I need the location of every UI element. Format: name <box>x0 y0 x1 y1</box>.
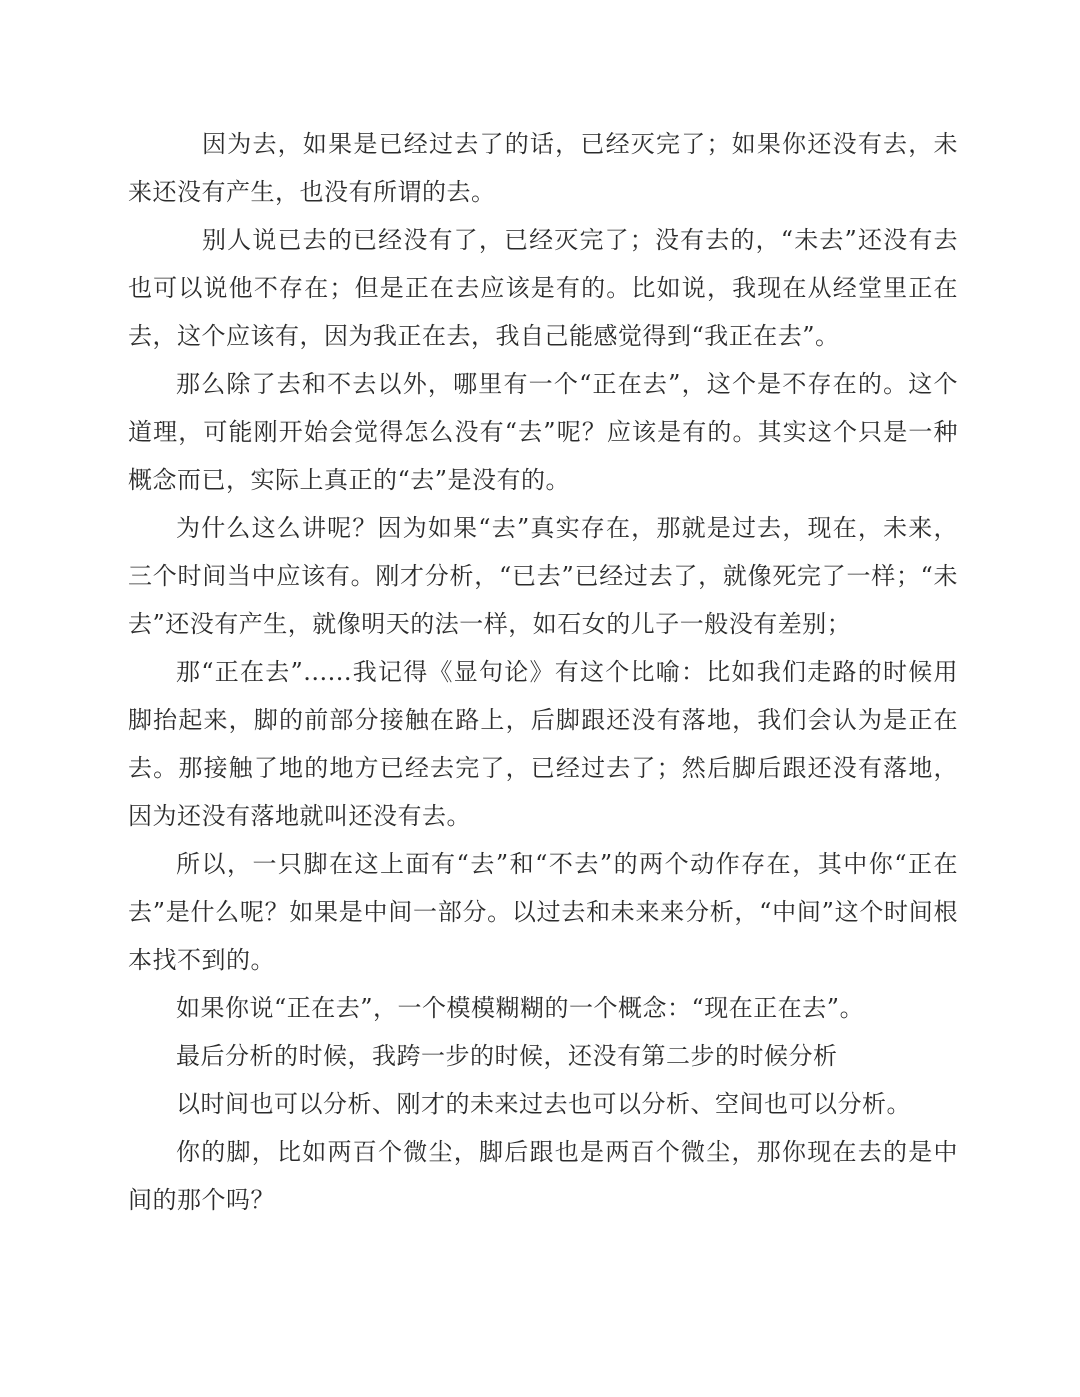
paragraph-8: 最后分析的时候，我跨一步的时候，还没有第二步的时候分析 <box>176 1042 838 1070</box>
paragraph-7: 如果你说“正在去”，一个模模糊糊的一个概念：“现在正在去”。 <box>176 994 865 1022</box>
paragraph-5: 那“正在去”......我记得《显句论》有这个比喻：比如我们走路的时候用脚抬起来，脚的前部分接触在路上，后脚跟还没有落地，我们会认为是正在去。那接触了地的地方已经去完了，已经过去了；然后脚后跟还没有落地，因为还没有落地就叫还没有去。 <box>128 658 958 830</box>
paragraph-9: 以时间也可以分析、刚才的未来过去也可以分析、空间也可以分析。 <box>176 1090 911 1118</box>
document-body <box>128 120 958 1224</box>
paragraph-10: 你的脚，比如两百个微尘，脚后跟也是两百个微尘，那你现在去的是中间的那个吗？ <box>128 1138 958 1214</box>
paragraph-2: 别人说已去的已经没有了，已经灭完了；没有去的，“未去”还没有去也可以说他不存在；但是正在去应该是有的。比如说，我现在从经堂里正在去，这个应该有，因为我正在去，我自己能感觉得到“我正在去”。 <box>128 226 958 350</box>
paragraph-4: 为什么这么讲呢？因为如果“去”真实存在，那就是过去，现在，未来，三个时间当中应该有。刚才分析，“已去”已经过去了，就像死完了一样；“未去”还没有产生，就像明天的法一样，如石女的儿子一般没有差别； <box>128 514 958 638</box>
paragraph-6: 所以，一只脚在这上面有“去”和“不去”的两个动作存在，其中你“正在去”是什么呢？如果是中间一部分。以过去和未来来分析，“中间”这个时间根本找不到的。 <box>128 850 958 974</box>
paragraph-3: 那么除了去和不去以外，哪里有一个“正在去”，这个是不存在的。这个道理，可能刚开始会觉得怎么没有“去”呢？应该是有的。其实这个只是一种概念而已，实际上真正的“去”是没有的。 <box>128 370 958 494</box>
paragraph-1: 因为去，如果是已经过去了的话，已经灭完了；如果你还没有去，未来还没有产生，也没有所谓的去。 <box>128 130 958 206</box>
